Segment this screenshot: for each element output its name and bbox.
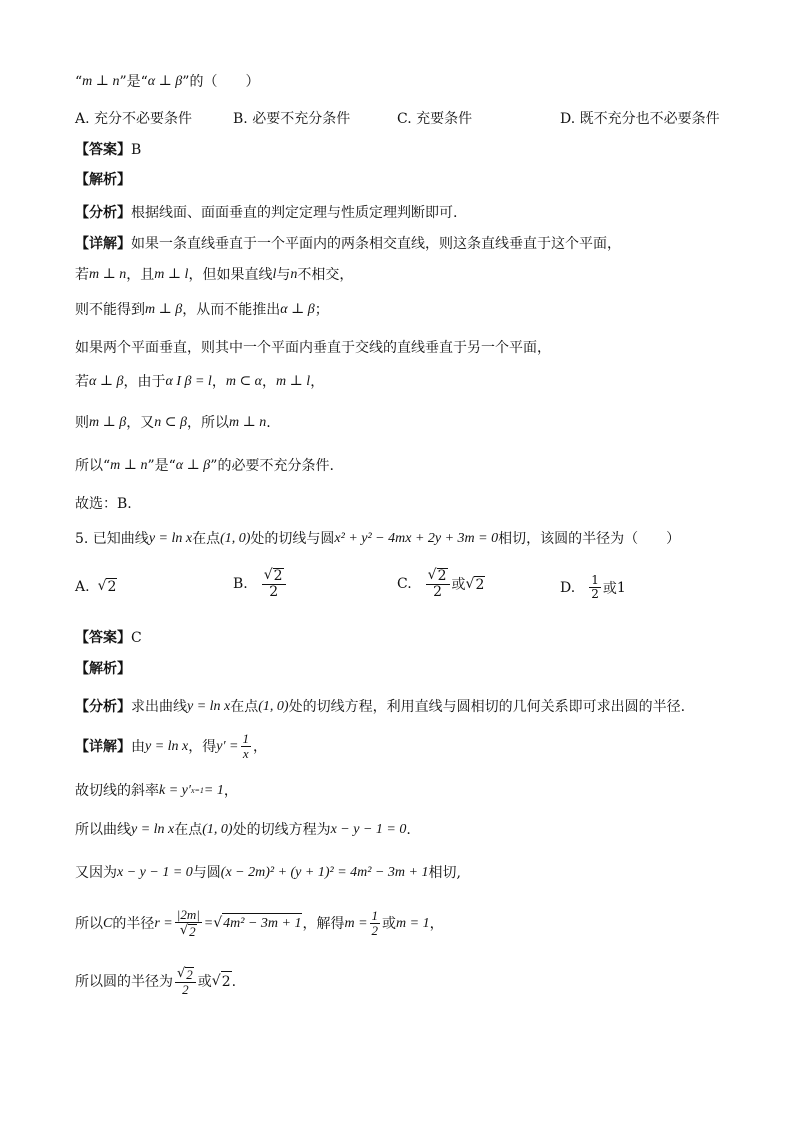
text: ”是“ (147, 458, 176, 474)
text: 的半径 (112, 915, 155, 932)
q4-stem (75, 72, 259, 92)
stem-text: ”的（ ） (182, 74, 260, 90)
math-expr: m = 1 (396, 915, 430, 931)
math-expr: m ⊥ l (154, 267, 189, 282)
math-value: 2 (107, 579, 117, 595)
q5-x5 (75, 908, 444, 940)
option-label: B. (233, 576, 248, 593)
math-value: 2 (591, 587, 599, 602)
q4-line4 (75, 300, 329, 320)
text: ”的必要不充分条件. (210, 458, 334, 474)
math-expr: r = (154, 915, 173, 931)
xiangjie-tag: 【详解】 (75, 236, 131, 252)
math-subscript: x=1 (190, 786, 204, 795)
text: 则不能得到 (75, 302, 145, 318)
math-expr: n (290, 267, 298, 282)
text: 5. 已知曲线 (75, 531, 149, 547)
math-value: 1 (591, 573, 599, 587)
math-expr: x² + y² − 4mx + 2y + 3m = 0 (334, 531, 499, 546)
sqrt-icon: √ (177, 966, 186, 981)
text: ， (211, 374, 226, 390)
text: . (231, 973, 237, 990)
text: 相切，该圆的半径为（ ） (498, 531, 681, 547)
stem-text: ”是“ (119, 74, 148, 90)
math-expr: m ⊂ α (225, 374, 263, 389)
q5-x6 (75, 966, 236, 998)
math-expr: x − y − 1 = 0 (117, 865, 193, 880)
sqrt-expr (213, 913, 302, 934)
q5-answer (75, 628, 142, 648)
text: ， (429, 915, 444, 932)
math-expr: (1, 0) (202, 822, 233, 837)
math-value: 2 (475, 576, 485, 593)
answer-value: B (131, 142, 142, 158)
math-expr: (1, 0) (258, 699, 289, 714)
option-d (560, 108, 720, 128)
text: 故选：B. (75, 496, 132, 512)
math-value: 1 (242, 731, 249, 746)
q5-option-c (397, 568, 485, 601)
text: 如果两个平面垂直，则其中一个平面内垂直于交线的直线垂直于另一个平面， (75, 340, 551, 356)
math-value: 1 (371, 908, 379, 923)
text: 不相交， (297, 267, 354, 283)
option-label: C. (397, 576, 412, 593)
sqrt-expr (98, 578, 118, 595)
fraction (262, 568, 286, 601)
q4-answer (75, 140, 141, 160)
math-value: 2 (221, 971, 232, 992)
fraction (175, 908, 202, 940)
q4-fenxi (75, 203, 457, 223)
math-expr: α ⊥ β (280, 302, 315, 317)
math-value: 1 (616, 579, 626, 596)
text: 相切, (428, 865, 461, 881)
text: 若 (75, 267, 89, 283)
math-expr: m ⊥ l (276, 374, 311, 389)
fraction (370, 909, 381, 939)
math-expr: α I β = l (165, 374, 212, 389)
option-label: D. (560, 579, 576, 596)
text: ， (253, 738, 267, 755)
math-expr: = 1 (203, 783, 224, 798)
math-expr: m ⊥ β (89, 415, 127, 430)
q5-x1 (75, 732, 267, 762)
text: 若 (75, 374, 89, 390)
text: 或 (197, 973, 212, 990)
sqrt-icon: √ (211, 973, 221, 990)
text: 与圆 (192, 865, 221, 881)
option-a (75, 108, 192, 128)
math-expr: m ⊥ β (145, 302, 183, 317)
q4-xiangjie (75, 234, 621, 254)
math-expr: m ⊥ n (228, 415, 267, 430)
fenxi-tag: 【分析】 (75, 699, 131, 715)
q5-option-d (560, 574, 626, 601)
sqrt-expr (466, 576, 486, 593)
option-text: B. 必要不充分条件 (233, 111, 351, 127)
math-value: 4m² − 3m + 1 (222, 913, 302, 934)
sqrt-icon: √ (213, 915, 223, 932)
math-expr: m ⊥ n (89, 267, 127, 282)
xiangjie-tag: 【详解】 (75, 738, 131, 755)
text: 或 (382, 915, 397, 932)
answer-tag: 【答案】 (75, 142, 131, 158)
answer-tag: 【答案】 (75, 630, 131, 646)
option-text: C. 充要条件 (397, 111, 473, 127)
math-value: 2 (273, 568, 283, 584)
text: 所以“ (75, 458, 111, 474)
sqrt-icon: √ (97, 578, 107, 594)
math-expr: l (272, 267, 277, 282)
math-expr: m ⊥ n (110, 458, 148, 473)
fenxi-text: 根据线面、面面垂直的判定定理与性质定理判断即可. (131, 205, 458, 221)
math-expr: α ⊥ β (147, 74, 183, 89)
math-value: 2 (437, 568, 447, 584)
fraction (175, 966, 196, 998)
option-b (233, 108, 350, 128)
text: 由 (131, 738, 145, 755)
math-expr: = (203, 915, 214, 931)
analysis-tag: 【解析】 (75, 661, 131, 677)
q5-stem (75, 529, 680, 549)
text: ，但如果直线 (188, 267, 273, 283)
fraction (589, 574, 601, 601)
text: 在点 (192, 531, 221, 547)
text: 处的切线与圆 (250, 531, 335, 547)
text: ，由于 (123, 374, 166, 390)
text: 在点 (230, 699, 259, 715)
math-expr: y = ln x (148, 531, 193, 546)
q5-x3 (75, 820, 411, 840)
math-expr: y′ = (216, 738, 239, 754)
math-expr: y = ln x (145, 738, 189, 754)
text: 处的切线方程为 (232, 822, 331, 838)
text: ，又 (126, 415, 155, 431)
q4-line3 (75, 265, 353, 285)
option-text: A. 充分不必要条件 (75, 111, 193, 127)
math-expr: n ⊂ β (154, 415, 187, 430)
math-value: 2 (269, 584, 279, 601)
text: 在点 (174, 822, 203, 838)
text: 故切线的斜率 (75, 783, 159, 799)
math-value: 2 (186, 967, 193, 982)
q4-conclusion (75, 494, 132, 514)
answer-value: C (131, 630, 142, 646)
sqrt-icon: √ (427, 567, 437, 583)
option-label: A. (75, 578, 90, 595)
math-expr: C (103, 915, 113, 931)
math-expr: y = ln x (187, 699, 231, 714)
q4-line6 (75, 372, 324, 392)
q4-line8 (75, 456, 334, 476)
math-value: 2 (371, 923, 379, 939)
text: 与 (276, 267, 291, 283)
option-c (397, 108, 472, 128)
text: ； (314, 302, 329, 318)
text: . (406, 822, 411, 838)
math-expr: α ⊥ β (89, 374, 124, 389)
text: ，得 (188, 738, 217, 755)
text: 所以圆的半径为 (75, 973, 173, 990)
q5-fenxi (75, 697, 685, 717)
text: 所以 (75, 915, 103, 932)
text: 或 (602, 580, 617, 597)
text: ，从而不能推出 (182, 302, 281, 318)
q4-analysis-heading (75, 170, 131, 190)
math-value: x (242, 746, 249, 762)
math-expr: α ⊥ β (175, 458, 211, 473)
math-expr: x − y − 1 = 0 (330, 822, 407, 837)
math-value: 2 (182, 982, 189, 998)
sqrt-icon: √ (263, 567, 273, 583)
sqrt-expr (212, 971, 232, 992)
math-expr: y = ln x (131, 822, 175, 837)
text: 又因为 (75, 865, 117, 881)
q5-x2 (75, 781, 238, 801)
text: 则 (75, 415, 89, 431)
sqrt-icon: √ (465, 575, 475, 592)
sqrt-icon: √ (179, 923, 189, 939)
text: ， (310, 374, 325, 390)
analysis-tag: 【解析】 (75, 172, 131, 188)
text: 处的切线方程，利用直线与圆相切的几何关系即可求出圆的半径. (288, 699, 686, 715)
q4-line5 (75, 338, 551, 358)
text: ， (223, 783, 238, 799)
math-expr: (x − 2m)² + (y + 1)² = 4m² − 3m + 1 (220, 865, 429, 880)
fraction (241, 732, 252, 762)
q5-option-a (75, 578, 117, 595)
math-value: |2m| (176, 907, 200, 922)
math-value: 2 (189, 924, 196, 940)
text: ， (262, 374, 277, 390)
text: 或 (451, 577, 466, 594)
fenxi-tag: 【分析】 (75, 205, 131, 221)
q5-x4 (75, 863, 461, 883)
text: ，解得 (302, 915, 345, 932)
q4-line7 (75, 413, 271, 433)
option-text: D. 既不充分也不必要条件 (560, 111, 720, 127)
q5-option-b (233, 568, 288, 601)
text: 所以曲线 (75, 822, 131, 838)
fraction (426, 568, 450, 601)
text: ，所以 (186, 415, 229, 431)
stem-text: “ (75, 74, 83, 90)
math-value: 2 (433, 584, 443, 601)
q5-analysis-heading (75, 659, 131, 679)
math-expr: k = y′ (159, 783, 191, 798)
math-expr: m ⊥ n (82, 74, 120, 89)
text: . (266, 415, 271, 431)
text: ，且 (126, 267, 155, 283)
text: 求出曲线 (131, 699, 187, 715)
xiangjie-text: 如果一条直线垂直于一个平面内的两条相交直线，则这条直线垂直于这个平面， (131, 236, 621, 252)
math-expr: (1, 0) (220, 531, 251, 546)
math-expr: m = (344, 915, 368, 931)
